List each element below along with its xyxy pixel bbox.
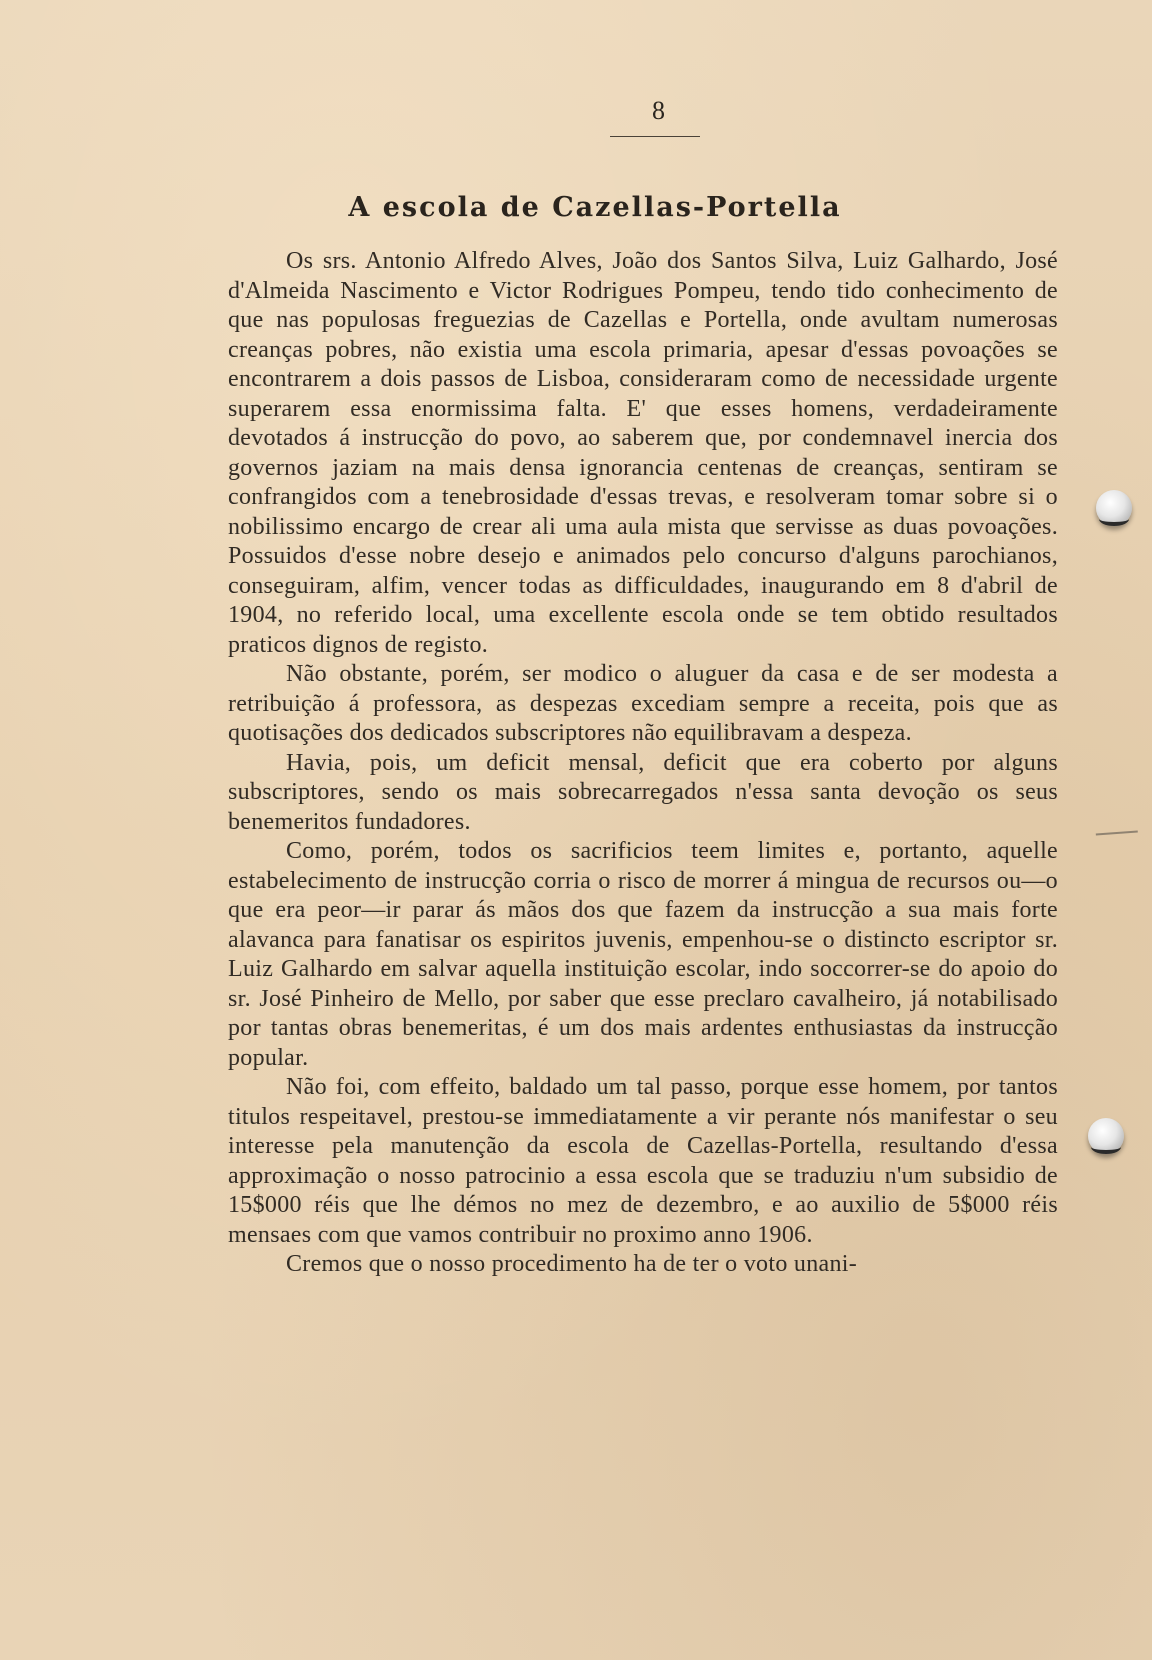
paragraph-1: Os srs. Antonio Alfredo Alves, João dos Santos Silva, Luiz Galhardo, José d'Almeida Nascimento e Victor Rodrigues Pompeu, tendo tido conhecimento de que nas populosas freguezias de Cazellas e Portella, onde avultam numerosas creanças pobres, não existia uma escola primaria, apesar d'essas povoações se encontrarem a dois passos de Lisboa, consideraram como de necessidade urgente superarem essa enormissima falta. E' que esses homens, verdadeiramente devotados á instrucção do povo, ao saberem que, por condemnavel inercia dos governos jaziam na mais densa ignorancia centenas de creanças, sentiram se confrangidos com a tenebrosidade d'essas trevas, e resolveram tomar sobre si o nobilissimo encargo de crear ali uma aula mista que servisse as duas povoações. Possuidos d'esse nobre desejo e animados pelo concurso d'alguns parochianos, conseguiram, alfim, vencer todas as difficuldades, inaugurando em 8 d'abril de 1904, no referido local, uma excellente escola onde se tem obtido resultados praticos dignos de registo.: [228, 248, 1058, 658]
pushpin-icon: [1096, 490, 1132, 526]
page-number-rule: [610, 136, 700, 137]
paragraph-6: Cremos que o nosso procedimento ha de ter o voto unani-: [286, 1251, 858, 1277]
article-title: A escola de Cazellas-Portella: [348, 192, 842, 223]
paragraph-5: Não foi, com effeito, baldado um tal passo, porque esse homem, por tantos titulos respeitavel, prestou-se immediatamente a vir perante nós manifestar o seu interesse pela manutenção da escola de Cazellas-Portella, resultando d'essa approximação o nosso patrocinio a essa escola que se traduziu n'um subsidio de 15$000 réis que lhe démos no mez de dezembro, e ao auxilio de 5$000 réis mensaes com que vamos contribuir no proximo anno 1906.: [228, 1074, 1058, 1248]
pushpin-icon: [1088, 1118, 1124, 1154]
page-number: 8: [652, 96, 666, 125]
paper-mark: [1096, 831, 1138, 842]
paragraph-2: Não obstante, porém, ser modico o aluguer da casa e de ser modesta a retribuição á professora, as despezas excediam sempre a receita, pois que as quotisações dos dedicados subscriptores não equilibravam a despeza.: [228, 661, 1058, 746]
paragraph-3: Havia, pois, um deficit mensal, deficit que era coberto por alguns subscriptores, sendo os mais sobrecarregados n'essa santa devoção os seus benemeritos fundadores.: [228, 749, 1058, 835]
article-body: [228, 247, 1058, 1280]
paragraph-4: Como, porém, todos os sacrificios teem limites e, portanto, aquelle estabelecimento de instrucção corria o risco de morrer á mingua de recursos ou—o que era peor—ir parar ás mãos dos que fazem da instrucção a sua mais forte alavanca para fanatisar os espiritos juvenis, empenhou-se o distincto escriptor sr. Luiz Galhardo em salvar aquella instituição escolar, indo soccorrer-se do apoio do sr. José Pinheiro de Mello, por saber que esse preclaro cavalheiro, já notabilisado por tantas obras benemeritas, é um dos mais ardentes enthusiastas da instrucção popular.: [228, 838, 1058, 1071]
